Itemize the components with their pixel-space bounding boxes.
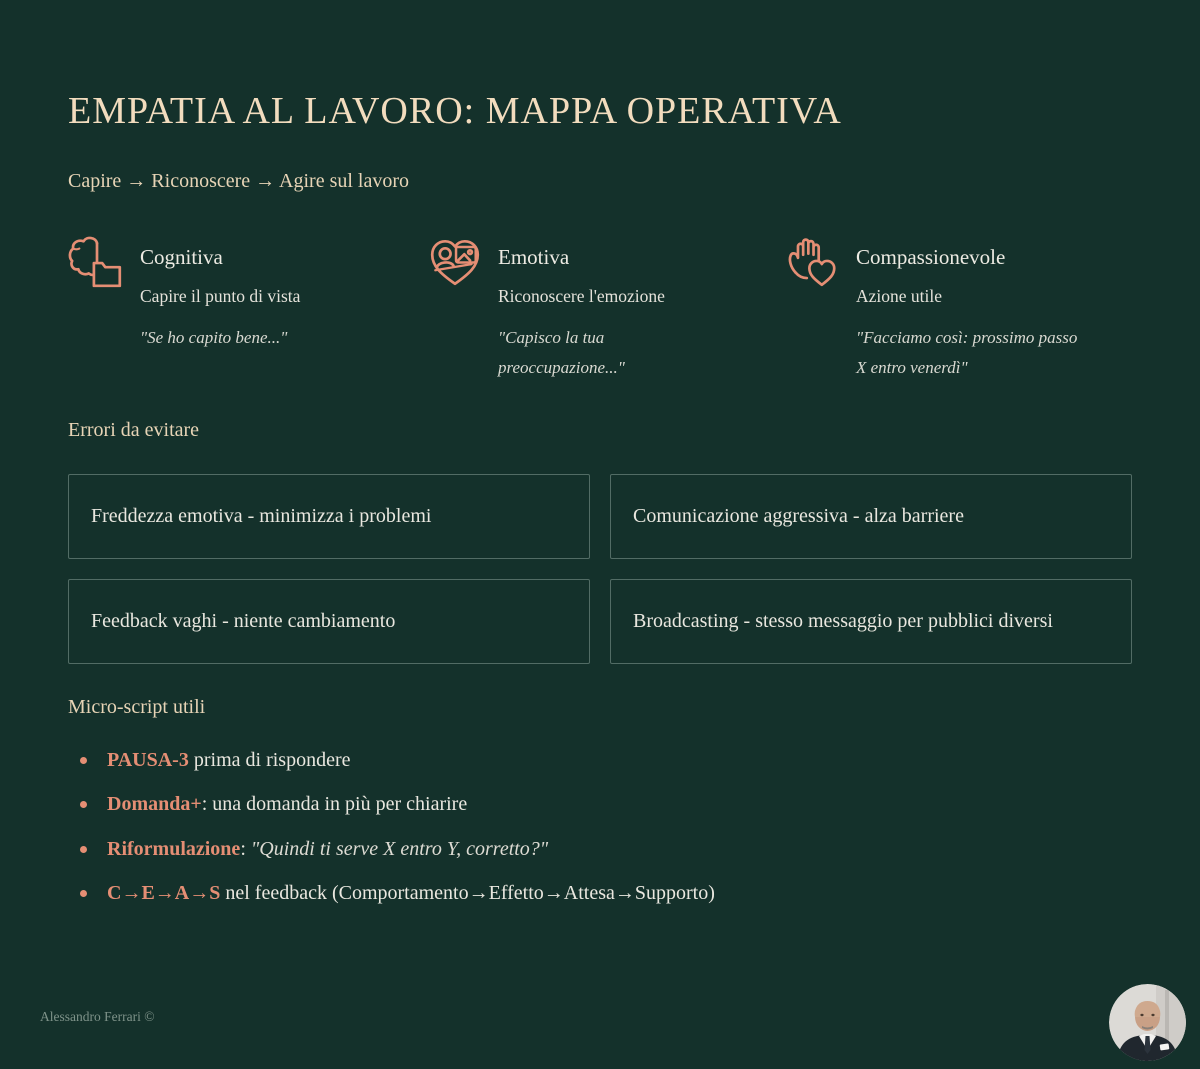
microscript-item	[68, 834, 1132, 864]
heart-photo-icon	[426, 233, 484, 291]
error-box: Comunicazione aggressiva - alza barriere	[610, 474, 1132, 559]
bullet-dot-icon	[80, 757, 87, 764]
microscripts-list	[68, 745, 1132, 909]
empathy-type-quote: "Facciamo così: prossimo passo X entro venerdì"	[856, 327, 1078, 378]
empathy-type-title: Compassionevole	[856, 244, 1006, 269]
empathy-column-emotive	[426, 231, 774, 389]
error-box: Feedback vaghi - niente cambiamento	[68, 579, 590, 664]
empathy-type-description: Riconoscere l'emozione	[498, 285, 665, 306]
empathy-type-title: Emotiva	[498, 244, 570, 269]
author-avatar	[1109, 984, 1186, 1061]
error-box: Freddezza emotiva - minimizza i problemi	[68, 474, 590, 559]
microscript-item	[68, 878, 1132, 908]
empathy-type-title: Cognitiva	[140, 244, 223, 269]
errors-section-heading: Errori da evitare	[68, 418, 200, 441]
empathy-column-compassionate	[784, 231, 1132, 389]
author-credit: Alessandro Ferrari ©	[40, 1009, 155, 1024]
empathy-columns	[68, 231, 1132, 389]
empathy-type-quote: "Se ho capito bene..."	[140, 327, 288, 347]
empathy-type-description: Capire il punto di vista	[140, 285, 301, 306]
microscript-text: nel feedback (Comportamento→Effetto→Attesa→Supporto)	[220, 882, 715, 905]
page-title: EMPATIA AL LAVORO: MAPPA OPERATIVA	[68, 90, 842, 132]
errors-grid	[68, 474, 1132, 664]
cognitive-content	[140, 231, 416, 354]
microscript-keyword: Riformulazione	[107, 837, 241, 860]
bullet-dot-icon	[80, 846, 87, 853]
bullet-dot-icon	[80, 801, 87, 808]
brain-folder-icon	[68, 233, 126, 291]
error-box: Broadcasting - stesso messaggio per pubblici diversi	[610, 579, 1132, 664]
microscripts-section-heading: Micro-script utili	[68, 695, 206, 718]
microscript-text: :	[240, 837, 251, 860]
microscript-item	[68, 745, 1132, 775]
microscript-text: : una domanda in più per chiarire	[201, 793, 468, 816]
microscript-keyword: PAUSA-3	[107, 748, 189, 771]
empathy-type-description: Azione utile	[856, 285, 943, 306]
empathy-column-cognitive	[68, 231, 416, 389]
empathy-type-quote: "Capisco la tua preoccupazione..."	[498, 327, 625, 378]
bullet-dot-icon	[80, 890, 87, 897]
microscript-text: prima di rispondere	[188, 748, 351, 771]
compassionate-content	[856, 231, 1132, 384]
hand-heart-icon	[784, 233, 842, 291]
microscript-keyword: Domanda+	[107, 793, 202, 816]
microscript-keyword: C→E→A→S	[107, 882, 221, 905]
process-flow-subtitle: Capire → Riconoscere → Agire sul lavoro	[68, 169, 410, 192]
emotive-content	[498, 231, 774, 384]
microscript-quote: "Quindi ti serve X entro Y, corretto?"	[250, 837, 549, 860]
microscript-item	[68, 789, 1132, 819]
